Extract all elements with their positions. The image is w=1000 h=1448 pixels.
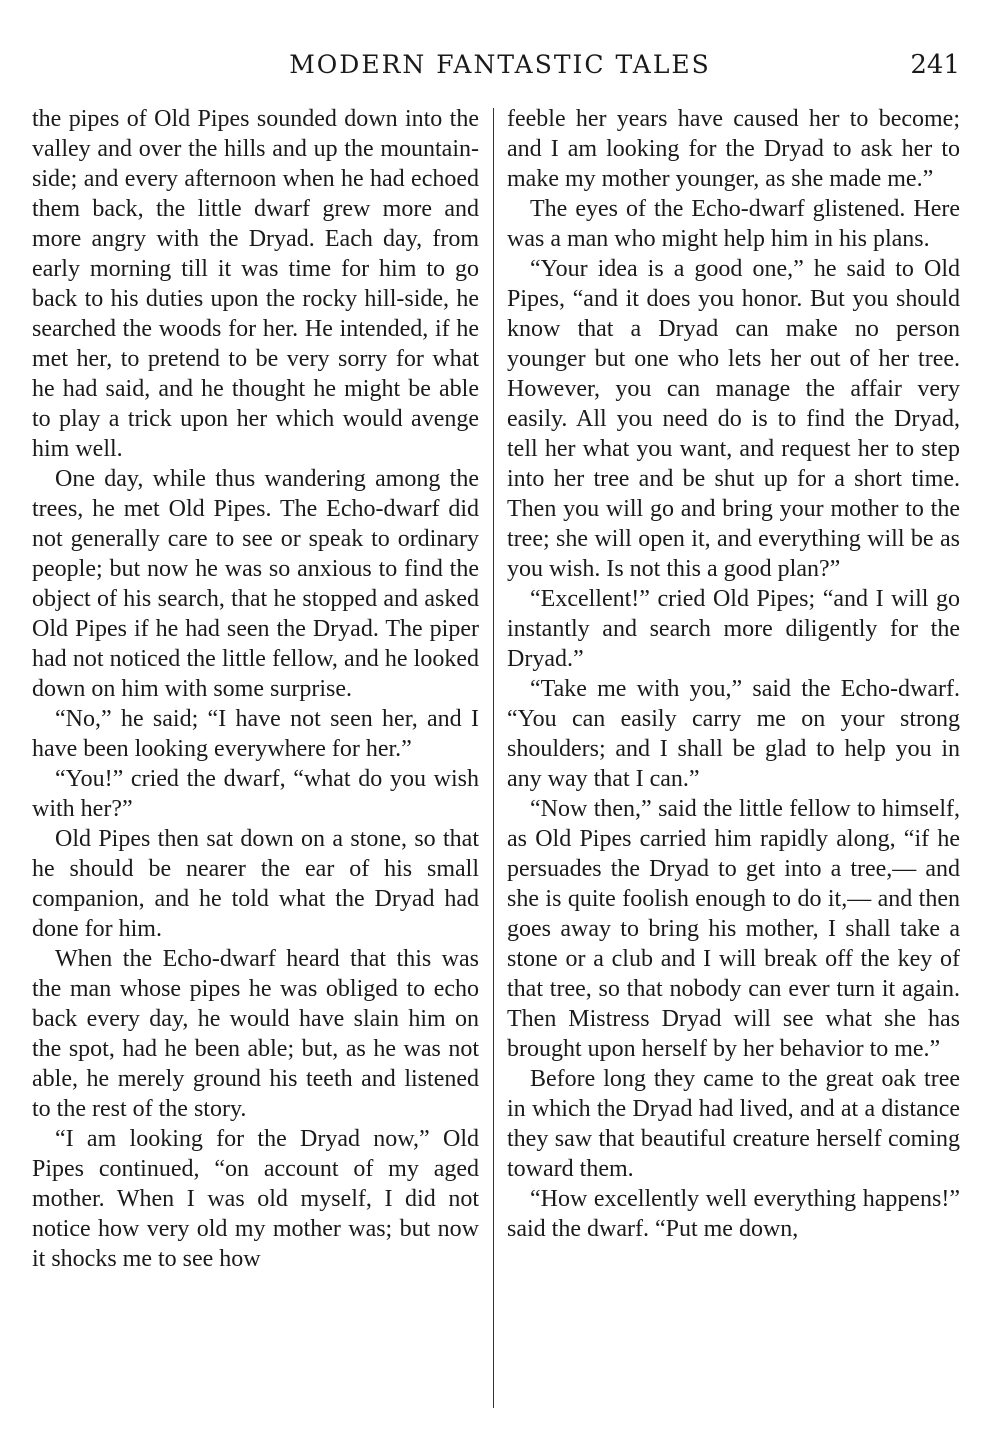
paragraph: the pipes of Old Pipes sounded down into the valley and over the hills and up the mountain-side; and every afternoon when he had echoed them back, the little dwarf grew more and more angry with the Dryad. Each day, from early morning till it was time for him to go back to his duties upon the rocky hill-side, he searched the woods for her. He intended, if he met her, to pretend to be very sorry for what he had said, and he thought he might be able to play a trick upon her which would avenge him well. — [32, 106, 479, 462]
paragraph: “I am looking for the Dryad now,” Old Pipes continued, “on account of my aged mother. When I was old myself, I did not notice how very old my mother was; but now it shocks me to see how — [32, 1126, 479, 1272]
paragraph: “Excellent!” cried Old Pipes; “and I will go instantly and search more diligently for the Dryad.” — [507, 586, 960, 672]
page-number: 241 — [910, 50, 960, 80]
page-header — [30, 48, 970, 88]
paragraph: When the Echo-dwarf heard that this was the man whose pipes he was obliged to echo back every day, he would have slain him on the spot, had he been able; but, as he was not able, he merely ground his teeth and listened to the rest of the story. — [32, 946, 479, 1122]
paragraph: “No,” he said; “I have not seen her, and I have been looking everywhere for her.” — [32, 706, 479, 762]
column-divider — [493, 108, 494, 1408]
paragraph: “Take me with you,” said the Echo-dwarf. “You can easily carry me on your strong shoulders; and I shall be glad to help you in any way that I can.” — [507, 676, 960, 792]
paragraph: “How excellently well everything happens!” said the dwarf. “Put me down, — [507, 1186, 960, 1242]
paragraph: The eyes of the Echo-dwarf glistened. Here was a man who might help him in his plans. — [507, 196, 960, 252]
paragraph: “Your idea is a good one,” he said to Old Pipes, “and it does you honor. But you should know that a Dryad can make no person younger but one who lets her out of her tree. However, you can manage the affair very easily. All you need do is to find the Dryad, tell her what you want, and request her to step into her tree and be shut up for a short time. Then you will go and bring your mother to the tree; she will open it, and everything will be as you wish. Is not this a good plan?” — [507, 256, 960, 582]
paragraph: “Now then,” said the little fellow to himself, as Old Pipes carried him rapidly along, “if he persuades the Dryad to get into a tree,— and she is quite foolish enough to do it,— and then goes away to bring his mother, I shall take a stone or a club and I will break off the key of that tree, so that nobody can ever turn it again. Then Mistress Dryad will see what she has brought upon herself by her behavior to me.” — [507, 796, 960, 1062]
paragraph: One day, while thus wandering among the trees, he met Old Pipes. The Echo-dwarf did not generally care to see or speak to ordinary people; but now he was so anxious to find the object of his search, that he stopped and asked Old Pipes if he had seen the Dryad. The piper had not noticed the little fellow, and he looked down on him with some surprise. — [32, 466, 479, 702]
paragraph: feeble her years have caused her to become; and I am looking for the Dryad to ask her to make my mother younger, as she made me.” — [507, 106, 960, 192]
paragraph: Old Pipes then sat down on a stone, so that he should be nearer the ear of his small companion, and he told what the Dryad had done for him. — [32, 826, 479, 942]
right-column — [507, 104, 960, 1244]
running-title: MODERN FANTASTIC TALES — [289, 50, 711, 79]
paragraph: “You!” cried the dwarf, “what do you wish with her?” — [32, 766, 479, 822]
paragraph: Before long they came to the great oak tree in which the Dryad had lived, and at a distance they saw that beautiful creature herself coming toward them. — [507, 1066, 960, 1182]
left-column — [32, 104, 479, 1274]
